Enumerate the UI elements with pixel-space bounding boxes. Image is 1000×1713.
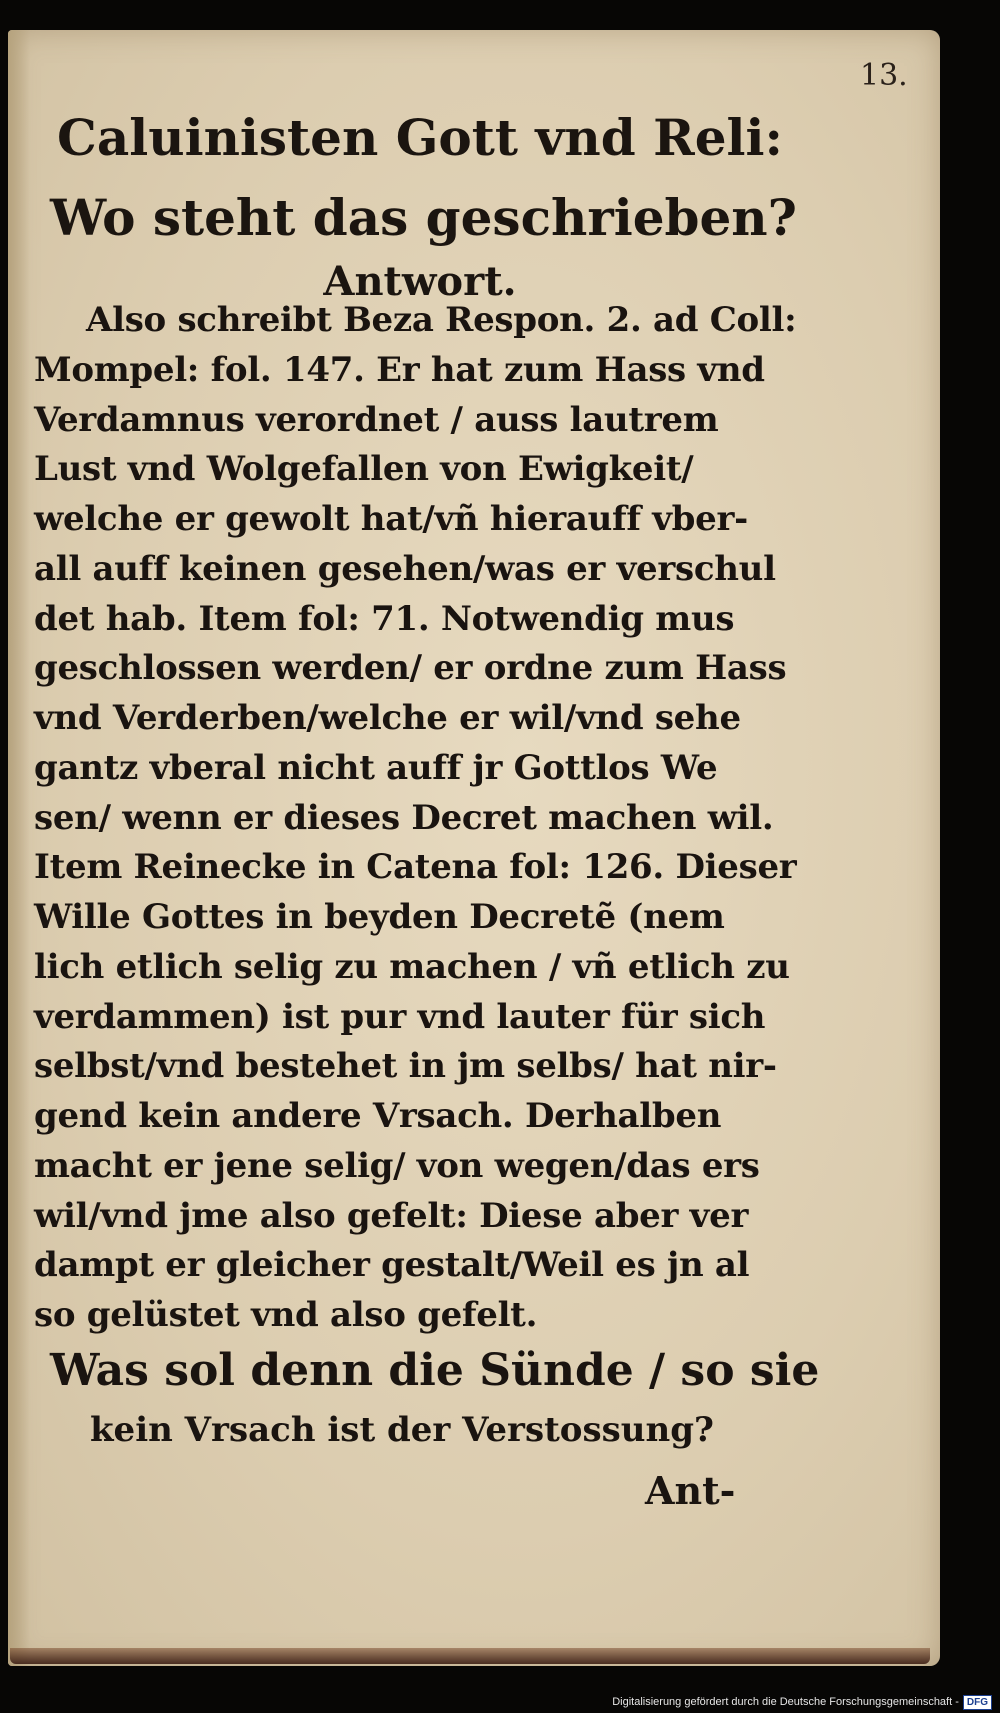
dfg-logo: DFG: [963, 1695, 992, 1710]
body-line-20: dampt er gleicher gestalt/Weil es jn al: [34, 1245, 750, 1286]
heading-line-2: Wo steht das geschrieben?: [50, 188, 797, 247]
heading-answer: Antwort.: [323, 258, 517, 305]
body-line-4: Lust vnd Wolgefallen von Ewigkeit/: [34, 449, 694, 490]
body-line-9: vnd Verderben/welche er wil/vnd sehe: [34, 698, 741, 738]
page-edge-shadow: [8, 30, 30, 1666]
question-line-2: kein Vrsach ist der Verstossung?: [90, 1410, 714, 1450]
page-number: 13.: [860, 58, 908, 93]
body-line-17: gend kein andere Vrsach. Derhalben: [34, 1096, 722, 1136]
digitization-credit: [600, 1694, 992, 1710]
body-line-2: Mompel: fol. 147. Er hat zum Hass vnd: [34, 349, 765, 390]
question-line-1: Was sol denn die Sünde / so sie: [50, 1345, 820, 1396]
body-line-8: geschlossen werden/ er ordne zum Hass: [34, 648, 787, 689]
body-line-21: so gelüstet vnd also gefelt.: [34, 1295, 538, 1335]
body-line-19: wil/vnd jme also gefelt: Diese aber ver: [34, 1195, 749, 1236]
body-line-7: det hab. Item fol: 71. Notwendig mus: [34, 598, 735, 639]
body-line-14: lich etlich selig zu machen / vñ etlich zu: [34, 946, 790, 987]
body-line-1: Also schreibt Beza Respon. 2. ad Coll:: [86, 300, 797, 340]
body-line-5: welche er gewolt hat/vñ hierauff vber-: [34, 499, 748, 539]
credit-text: Digitalisierung gefördert durch die Deutsche Forschungsgemeinschaft -: [612, 1696, 959, 1708]
binding-edge: [10, 1648, 930, 1664]
body-line-3: Verdamnus verordnet / auss lautrem: [34, 399, 719, 440]
body-line-13: Wille Gottes in beyden Decretẽ (nem: [34, 897, 725, 937]
body-line-10: gantz vberal nicht auff jr Gottlos We: [34, 747, 718, 788]
body-line-11: sen/ wenn er dieses Decret machen wil.: [34, 797, 774, 838]
body-line-6: all auff keinen gesehen/was er verschul: [34, 548, 776, 589]
catchword: Ant-: [645, 1468, 736, 1513]
body-line-18: macht er jene selig/ von wegen/das ers: [34, 1145, 760, 1186]
body-line-12: Item Reinecke in Catena fol: 126. Dieser: [34, 847, 797, 888]
body-line-16: selbst/vnd bestehet in jm selbs/ hat nir-: [34, 1046, 777, 1087]
body-line-15: verdammen) ist pur vnd lauter für sich: [34, 996, 766, 1037]
heading-line-1: Caluinisten Gott vnd Reli:: [57, 108, 783, 167]
